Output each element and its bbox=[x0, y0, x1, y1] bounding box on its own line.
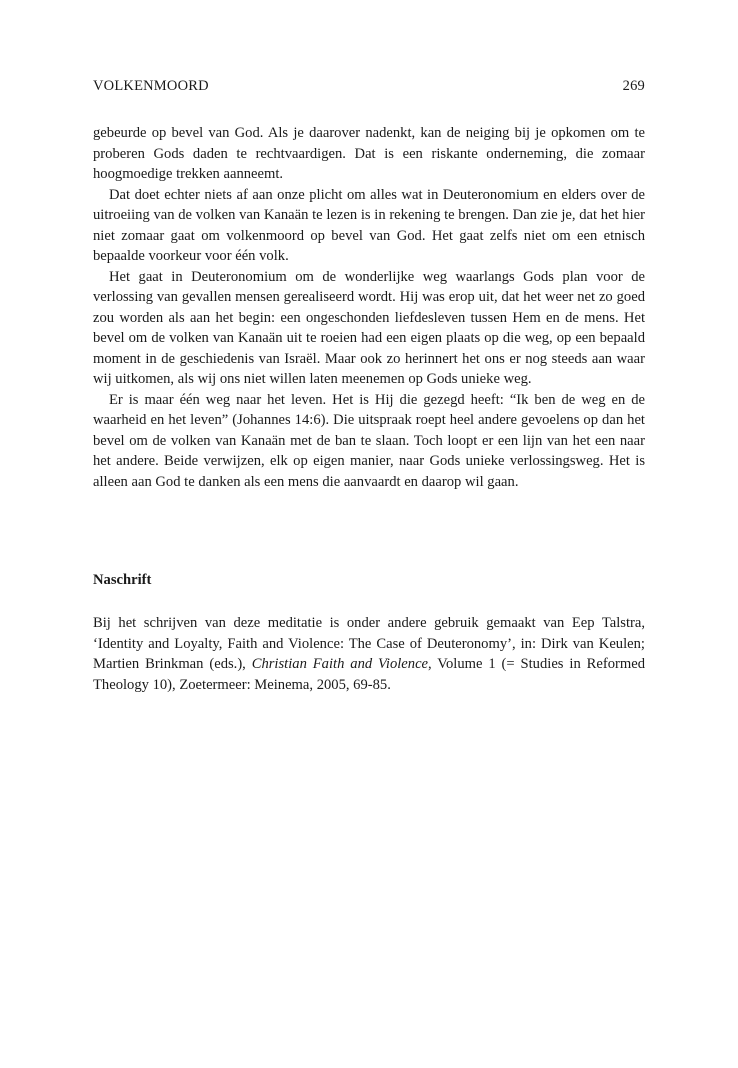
paragraph-3: Het gaat in Deuteronomium om de wonderlijke weg waarlangs Gods plan voor de verlossing van gevallen mensen gerealiseerd wordt. Hij was erop uit, dat het weer net zo goed zou worden als aan het begin: een ongeschonden liefdesleven tussen Hem en de mens. Het bevel om de volken van Kanaän uit te roeien had een eigen plaats op die weg, op een bepaald moment in de geschiedenis van Israël. Maar ook zo herinnert het ons er nog steeds aan waar wij uitkomen, als wij ons niet willen laten meenemen op Gods unieke weg. bbox=[93, 268, 645, 387]
paragraph-1: gebeurde op bevel van God. Als je daarover nadenkt, kan de neiging bij je opkomen om te proberen Gods daden te rechtvaardigen. Dat is een riskante onderneming, die zomaar hoogmoedige trekken aanneemt. bbox=[93, 125, 645, 182]
page-number: 269 bbox=[622, 78, 645, 94]
running-title: VOLKENMOORD bbox=[93, 78, 209, 94]
naschrift-text-before: Bij het schrijven van deze meditatie is onder andere gebruik gemaakt van Eep Talstra, ‘Identity and Loyalty, Faith and Violence: The Case of Deuteronomy’, in: Dirk van Keulen; Martien Brinkman (eds.), bbox=[93, 615, 645, 672]
paragraph-4: Er is maar één weg naar het leven. Het is Hij die gezegd heeft: “Ik ben de weg en de waarheid en het leven” (Johannes 14:6). Die uitspraak roept heel andere gevoelens op dan het bevel om de volken van Kanaän met de ban te slaan. Toch loopt er een lijn van het een naar het andere. Beide verwijzen, elk op eigen manier, naar Gods unieke verlossingsweg. Het is alleen aan God te danken als een mens die aanvaardt en daarop wil gaan. bbox=[93, 391, 645, 490]
body-text bbox=[93, 123, 645, 492]
naschrift-text-after: , Volume 1 (= Studies in Reformed Theology 10), Zoetermeer: Meinema, 2005, 69-85. bbox=[93, 656, 645, 693]
running-header bbox=[93, 78, 645, 98]
section-heading-naschrift: Naschrift bbox=[93, 572, 152, 588]
paragraph-2: Dat doet echter niets af aan onze plicht om alles wat in Deuteronomium en elders over de uitroeiing van de volken van Kanaän te lezen is in rekening te brengen. Dan zie je, dat het hier niet zomaar gaat om volkenmoord op bevel van God. Het gaat zelfs niet om een etnisch bepaalde voorkeur voor één volk. bbox=[93, 186, 645, 264]
naschrift-book-title: Christian Faith and Violence bbox=[251, 656, 429, 672]
naschrift-paragraph bbox=[93, 613, 645, 695]
